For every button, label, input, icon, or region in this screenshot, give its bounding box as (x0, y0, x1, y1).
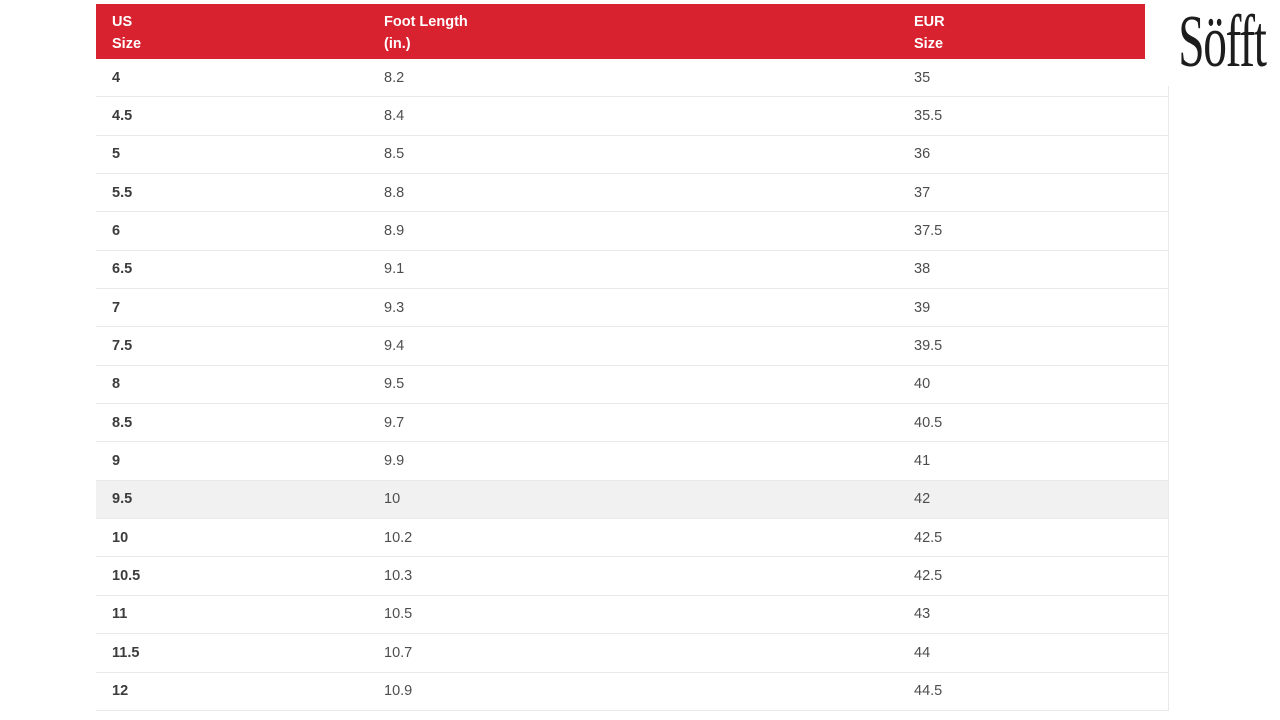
cell-eur-size: 42 (914, 491, 931, 508)
cell-us-size: 4.5 (112, 108, 133, 125)
cell-us-size: 10 (112, 529, 129, 546)
table-row (96, 404, 1168, 442)
table-row (96, 327, 1168, 365)
cell-foot-length: 10.5 (384, 606, 413, 623)
cell-eur-size: 42.5 (914, 529, 943, 546)
cell-us-size: 6.5 (112, 261, 133, 278)
logo-container (1145, 0, 1280, 86)
cell-us-size: 9.5 (112, 491, 133, 508)
cell-us-size: 5.5 (112, 184, 133, 201)
table-row (96, 212, 1168, 250)
cell-eur-size: 40.5 (914, 414, 943, 431)
cell-eur-size: 37.5 (914, 223, 943, 240)
cell-foot-length: 9.4 (384, 338, 405, 355)
header-foot-length-line2: (in.) (384, 36, 411, 52)
cell-foot-length: 9.5 (384, 376, 405, 393)
table-body (96, 59, 1169, 711)
sofft-brand-logo: Söfft (1178, 1, 1266, 83)
cell-eur-size: 35.5 (914, 108, 943, 125)
table-row (96, 289, 1168, 327)
cell-us-size: 8.5 (112, 414, 133, 431)
cell-foot-length: 10 (384, 491, 401, 508)
header-eur-size (898, 4, 1145, 59)
table-row (96, 481, 1168, 519)
cell-foot-length: 8.4 (384, 108, 405, 125)
cell-us-size: 9 (112, 453, 121, 470)
table-row (96, 366, 1168, 404)
cell-eur-size: 36 (914, 146, 931, 163)
cell-eur-size: 35 (914, 69, 931, 86)
cell-us-size: 11.5 (112, 644, 140, 661)
header-us-size-line1: US (112, 14, 133, 30)
table-row (96, 557, 1168, 595)
cell-us-size: 8 (112, 376, 121, 393)
cell-foot-length: 10.9 (384, 683, 413, 700)
header-us-size (96, 4, 368, 59)
cell-foot-length: 9.7 (384, 414, 405, 431)
table-row (96, 174, 1168, 212)
table-header-row (96, 4, 1145, 59)
cell-eur-size: 41 (914, 453, 931, 470)
table-row (96, 596, 1168, 634)
cell-us-size: 4 (112, 69, 121, 86)
cell-foot-length: 8.2 (384, 69, 405, 86)
cell-us-size: 10.5 (112, 568, 141, 585)
cell-foot-length: 8.9 (384, 223, 405, 240)
header-eur-size-line2: Size (914, 36, 944, 52)
table-row (96, 59, 1168, 97)
cell-foot-length: 8.5 (384, 146, 405, 163)
cell-foot-length: 9.3 (384, 299, 405, 316)
cell-us-size: 12 (112, 683, 129, 700)
cell-eur-size: 39.5 (914, 338, 943, 355)
cell-eur-size: 44 (914, 644, 931, 661)
table-row (96, 97, 1168, 135)
table-row (96, 634, 1168, 672)
cell-us-size: 7 (112, 299, 121, 316)
header-us-size-line2: Size (112, 36, 142, 52)
cell-foot-length: 10.2 (384, 529, 413, 546)
cell-foot-length: 8.8 (384, 184, 405, 201)
cell-foot-length: 9.9 (384, 453, 405, 470)
cell-eur-size: 38 (914, 261, 931, 278)
header-foot-length (368, 4, 898, 59)
table-row (96, 442, 1168, 480)
cell-eur-size: 42.5 (914, 568, 943, 585)
cell-eur-size: 40 (914, 376, 931, 393)
cell-eur-size: 44.5 (914, 683, 943, 700)
cell-us-size: 11 (112, 606, 128, 623)
cell-foot-length: 9.1 (384, 261, 405, 278)
cell-eur-size: 43 (914, 606, 931, 623)
cell-eur-size: 37 (914, 184, 931, 201)
cell-foot-length: 10.7 (384, 644, 413, 661)
table-row (96, 251, 1168, 289)
cell-us-size: 5 (112, 146, 121, 163)
cell-us-size: 7.5 (112, 338, 133, 355)
header-foot-length-line1: Foot Length (384, 14, 468, 30)
size-chart-table (96, 4, 1169, 711)
cell-us-size: 6 (112, 223, 121, 240)
table-row (96, 673, 1168, 711)
header-eur-size-line1: EUR (914, 14, 945, 30)
cell-eur-size: 39 (914, 299, 931, 316)
table-row (96, 519, 1168, 557)
table-row (96, 136, 1168, 174)
cell-foot-length: 10.3 (384, 568, 413, 585)
